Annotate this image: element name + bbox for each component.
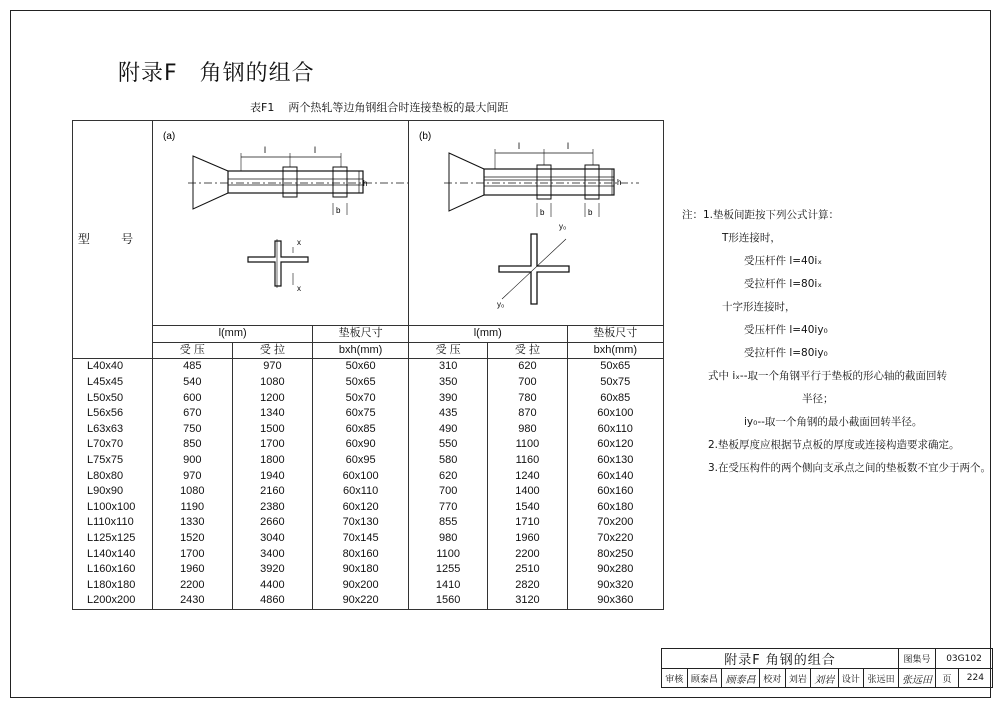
cell-pad-a: 50x60 [313, 359, 409, 375]
cell-type: L180x180 [73, 578, 153, 594]
cell-pad-b: 60x85 [567, 390, 663, 406]
header-bxh-a: bxh(mm) [313, 342, 409, 359]
cell-pad-b: 60x180 [567, 500, 663, 516]
note-line: 2.垫板厚度应根据节点板的厚度或连接构造要求确定。 [708, 439, 960, 451]
title-block [661, 648, 993, 688]
cell-compress-b: 350 [409, 375, 488, 391]
cell-pad-a: 60x100 [313, 468, 409, 484]
cell-pad-b: 60x100 [567, 406, 663, 422]
header-l-b: l(mm) [409, 326, 568, 343]
checker-signature: 刘岩 [811, 669, 839, 688]
cell-compress-b: 855 [409, 515, 488, 531]
cell-compress-b: 435 [409, 406, 488, 422]
cell-tension-b: 1710 [488, 515, 567, 531]
axis-y0-bottom: y₀ [497, 300, 505, 309]
cell-compress-b: 490 [409, 422, 488, 438]
diagram-a-label: (a) [163, 131, 176, 142]
cell-tension-b: 780 [488, 390, 567, 406]
cell-pad-a: 80x160 [313, 546, 409, 562]
cell-tension-b: 1100 [488, 437, 567, 453]
diagram-a-cell [153, 121, 409, 326]
cell-tension-b: 700 [488, 375, 567, 391]
dim-b-b1: b [540, 208, 545, 217]
dim-h: h [363, 179, 368, 188]
cell-compress-a: 750 [153, 422, 233, 438]
title-prefix: 附录F [118, 61, 178, 86]
cell-tension-a: 4400 [232, 578, 313, 594]
cell-pad-a: 60x85 [313, 422, 409, 438]
cell-tension-a: 970 [232, 359, 313, 375]
cell-tension-a: 3040 [232, 531, 313, 547]
table-row [73, 375, 664, 391]
cell-pad-a: 90x180 [313, 562, 409, 578]
header-pad-b: 垫板尺寸 [567, 326, 663, 343]
table-row [73, 500, 664, 516]
cell-pad-a: 90x220 [313, 593, 409, 609]
cell-tension-a: 1700 [232, 437, 313, 453]
dim-l-b2: l [567, 141, 569, 151]
cell-type: L50x50 [73, 390, 153, 406]
cell-compress-a: 970 [153, 468, 233, 484]
header-tension-a: 受 拉 [232, 342, 313, 359]
axis-y0-top: y₀ [559, 222, 567, 231]
diagram-b-label: (b) [419, 131, 432, 142]
cell-compress-b: 550 [409, 437, 488, 453]
note-line: T形连接时， [722, 232, 781, 244]
cell-pad-a: 90x200 [313, 578, 409, 594]
cell-tension-b: 2510 [488, 562, 567, 578]
cell-pad-a: 50x70 [313, 390, 409, 406]
atlas-number: 03G102 [936, 649, 993, 669]
dim-l-1: l [264, 145, 266, 155]
cell-pad-a: 60x75 [313, 406, 409, 422]
cell-tension-a: 1080 [232, 375, 313, 391]
cell-compress-b: 580 [409, 453, 488, 469]
atlas-label: 图集号 [899, 649, 936, 669]
cell-pad-a: 70x145 [313, 531, 409, 547]
cell-compress-a: 1080 [153, 484, 233, 500]
checker-name: 刘岩 [785, 669, 811, 688]
table-row [73, 390, 664, 406]
table-row [73, 484, 664, 500]
cell-pad-a: 60x120 [313, 500, 409, 516]
cell-pad-b: 60x130 [567, 453, 663, 469]
note-line: 十字形连接时， [722, 301, 796, 313]
cell-compress-a: 600 [153, 390, 233, 406]
cell-pad-b: 70x220 [567, 531, 663, 547]
cell-pad-a: 60x90 [313, 437, 409, 453]
cell-type: L90x90 [73, 484, 153, 500]
cell-type: L63x63 [73, 422, 153, 438]
check-label: 校对 [760, 669, 786, 688]
diagram-b-cell [409, 121, 664, 326]
note-line: iy₀--取一个角钢的最小截面回转半径。 [744, 416, 923, 428]
table-row [73, 453, 664, 469]
cell-tension-b: 1160 [488, 453, 567, 469]
axis-x-top: x [297, 238, 301, 247]
cell-pad-a: 60x95 [313, 453, 409, 469]
cell-pad-b: 60x110 [567, 422, 663, 438]
cell-compress-b: 1560 [409, 593, 488, 609]
cell-compress-a: 900 [153, 453, 233, 469]
header-compress-a: 受 压 [153, 342, 233, 359]
cell-tension-b: 2200 [488, 546, 567, 562]
cell-compress-b: 620 [409, 468, 488, 484]
cell-type: L75x75 [73, 453, 153, 469]
designer-name: 张远田 [864, 669, 899, 688]
cell-compress-b: 390 [409, 390, 488, 406]
cell-pad-b: 60x120 [567, 437, 663, 453]
header-bxh-b: bxh(mm) [567, 342, 663, 359]
cell-tension-b: 1400 [488, 484, 567, 500]
cell-tension-a: 1340 [232, 406, 313, 422]
header-compress-b: 受 压 [409, 342, 488, 359]
note-line: 受压杆件 l=40iy₀ [744, 324, 828, 336]
note-line: 受拉杆件 l=80iₓ [744, 278, 822, 290]
axis-x-bottom: x [297, 284, 301, 293]
page-number: 224 [958, 669, 992, 688]
dim-l-2: l [314, 145, 316, 155]
dim-b-b2: b [588, 208, 593, 217]
designer-signature: 张远田 [899, 669, 936, 688]
cell-tension-b: 620 [488, 359, 567, 375]
cell-type: L125x125 [73, 531, 153, 547]
note-line: 式中 iₓ--取一个角钢平行于垫板的形心轴的截面回转 [708, 370, 947, 382]
table-row [73, 593, 664, 609]
cell-compress-a: 485 [153, 359, 233, 375]
cell-type: L160x160 [73, 562, 153, 578]
cell-compress-b: 770 [409, 500, 488, 516]
cell-compress-b: 1255 [409, 562, 488, 578]
cell-tension-b: 980 [488, 422, 567, 438]
table-caption [250, 99, 508, 115]
note-line: 受拉杆件 l=80iy₀ [744, 347, 828, 359]
cell-tension-a: 3920 [232, 562, 313, 578]
cell-tension-a: 2380 [232, 500, 313, 516]
title-block-title: 附录F 角钢的组合 [662, 649, 899, 669]
page-title [118, 56, 315, 87]
cell-type: L56x56 [73, 406, 153, 422]
table-row [73, 437, 664, 453]
review-label: 审核 [662, 669, 688, 688]
note-line: 受压杆件 l=40iₓ [744, 255, 822, 267]
cell-compress-a: 1190 [153, 500, 233, 516]
spacing-table [72, 120, 664, 610]
header-tension-b: 受 拉 [488, 342, 567, 359]
cell-tension-b: 3120 [488, 593, 567, 609]
table-row [73, 578, 664, 594]
cell-tension-b: 1240 [488, 468, 567, 484]
dim-l-b1: l [518, 141, 520, 151]
cell-tension-a: 1940 [232, 468, 313, 484]
page-label: 页 [936, 669, 959, 688]
cell-compress-a: 850 [153, 437, 233, 453]
cell-tension-b: 1540 [488, 500, 567, 516]
reviewer-signature: 顾泰昌 [722, 669, 760, 688]
caption-number: 表F1 [250, 101, 275, 114]
cell-tension-a: 2160 [232, 484, 313, 500]
cell-type: L70x70 [73, 437, 153, 453]
note-line: 注：1.垫板间距按下列公式计算： [682, 209, 840, 221]
dim-h-b: h [617, 178, 622, 187]
cell-compress-a: 2430 [153, 593, 233, 609]
cell-pad-b: 80x250 [567, 546, 663, 562]
cell-type: L45x45 [73, 375, 153, 391]
cell-type: L80x80 [73, 468, 153, 484]
type-header: 型 号 [73, 121, 153, 359]
cell-tension-b: 2820 [488, 578, 567, 594]
header-l-a: l(mm) [153, 326, 313, 343]
design-label: 设计 [838, 669, 864, 688]
cell-compress-b: 1100 [409, 546, 488, 562]
cell-pad-a: 70x130 [313, 515, 409, 531]
cell-type: L110x110 [73, 515, 153, 531]
cell-pad-b: 50x65 [567, 359, 663, 375]
reviewer-name: 顾泰昌 [687, 669, 722, 688]
table-row [73, 468, 664, 484]
cell-pad-b: 70x200 [567, 515, 663, 531]
cell-pad-b: 90x280 [567, 562, 663, 578]
cell-compress-b: 1410 [409, 578, 488, 594]
note-line: 3.在受压构件的两个侧向支承点之间的垫板数不宜少于两个。 [708, 462, 992, 474]
cell-tension-a: 3400 [232, 546, 313, 562]
cell-compress-b: 700 [409, 484, 488, 500]
cell-compress-a: 1520 [153, 531, 233, 547]
note-line: 半径； [802, 393, 834, 405]
cell-compress-a: 2200 [153, 578, 233, 594]
cell-tension-a: 4860 [232, 593, 313, 609]
cell-compress-a: 1330 [153, 515, 233, 531]
cell-compress-a: 670 [153, 406, 233, 422]
cell-compress-a: 1960 [153, 562, 233, 578]
cell-tension-b: 870 [488, 406, 567, 422]
dim-b: b [336, 206, 341, 215]
cell-type: L200x200 [73, 593, 153, 609]
cell-pad-a: 50x65 [313, 375, 409, 391]
cell-pad-b: 90x320 [567, 578, 663, 594]
diagram-a [153, 121, 408, 320]
cell-pad-b: 60x140 [567, 468, 663, 484]
cell-tension-a: 1200 [232, 390, 313, 406]
diagram-b [409, 121, 663, 320]
table-row [73, 546, 664, 562]
cell-compress-b: 310 [409, 359, 488, 375]
table-row [73, 406, 664, 422]
header-pad-a: 垫板尺寸 [313, 326, 409, 343]
cell-compress-b: 980 [409, 531, 488, 547]
cell-compress-a: 1700 [153, 546, 233, 562]
cell-pad-b: 50x75 [567, 375, 663, 391]
cell-type: L140x140 [73, 546, 153, 562]
cell-pad-a: 60x110 [313, 484, 409, 500]
table-row [73, 359, 664, 375]
notes-block [682, 204, 991, 480]
cell-tension-a: 1500 [232, 422, 313, 438]
cell-tension-a: 1800 [232, 453, 313, 469]
table-row [73, 422, 664, 438]
cell-pad-b: 90x360 [567, 593, 663, 609]
cell-tension-a: 2660 [232, 515, 313, 531]
table-row [73, 515, 664, 531]
cell-type: L40x40 [73, 359, 153, 375]
cell-pad-b: 60x160 [567, 484, 663, 500]
title-main: 角钢的组合 [199, 61, 315, 86]
cell-tension-b: 1960 [488, 531, 567, 547]
table-row [73, 531, 664, 547]
table-row [73, 562, 664, 578]
caption-text: 两个热轧等边角钢组合时连接垫板的最大间距 [288, 101, 509, 114]
cell-type: L100x100 [73, 500, 153, 516]
cell-compress-a: 540 [153, 375, 233, 391]
